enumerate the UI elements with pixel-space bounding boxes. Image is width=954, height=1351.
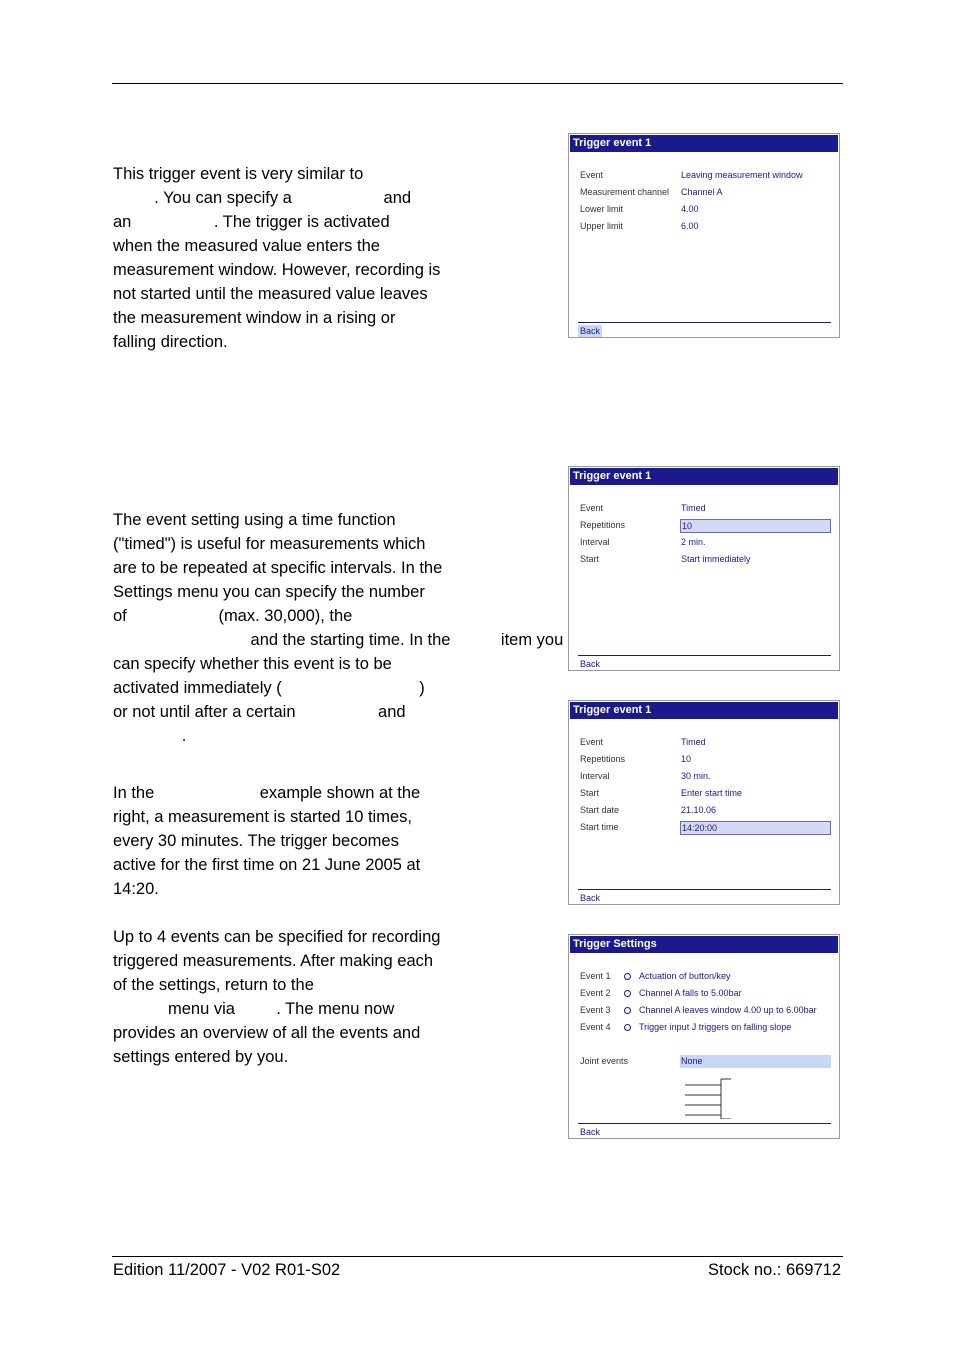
- setting-row-event[interactable]: [580, 168, 831, 183]
- screen-title: Trigger event 1: [570, 468, 838, 485]
- text-line: are to be repeated at specific intervals. In the: [113, 559, 443, 577]
- text-line: In the example shown at the: [113, 784, 421, 802]
- setting-row-start-date[interactable]: [580, 803, 831, 818]
- setting-value: 6.00: [681, 221, 699, 231]
- text-line: settings entered by you.: [113, 1048, 289, 1066]
- footer-divider: [578, 1123, 831, 1124]
- radio-dot-icon: [624, 1007, 631, 1014]
- setting-value: Start immediately: [681, 554, 751, 564]
- setting-label: Measurement channel: [580, 187, 670, 197]
- setting-row-event[interactable]: [580, 735, 831, 750]
- setting-value: 2 min.: [681, 537, 706, 547]
- setting-label: Event: [580, 170, 604, 180]
- screen-title: Trigger event 1: [570, 702, 838, 719]
- text-line: can specify whether this event is to be: [113, 655, 392, 673]
- footer-rule: [112, 1256, 843, 1257]
- setting-row-lower-limit[interactable]: [580, 202, 831, 217]
- back-button[interactable]: Back: [580, 1127, 601, 1137]
- footer-divider: [578, 655, 831, 656]
- header-rule: [112, 83, 843, 84]
- event-row-4[interactable]: [580, 1020, 831, 1035]
- setting-label: Start date: [580, 805, 620, 815]
- event-description: Channel A leaves window 4.00 up to 6.00bar: [639, 1005, 817, 1015]
- setting-value: Leaving measurement window: [681, 170, 803, 180]
- text-line: . You can specify a and: [113, 189, 412, 207]
- repetitions-input[interactable]: 10: [680, 519, 831, 533]
- setting-label: Start: [580, 554, 600, 564]
- paragraph-timed-example: [113, 781, 473, 901]
- setting-label: Start time: [580, 822, 619, 832]
- setting-row-start[interactable]: [580, 786, 831, 801]
- text-line: The event setting using a time function: [113, 511, 396, 529]
- setting-value: 4.00: [681, 204, 699, 214]
- setting-value: Channel A: [681, 187, 723, 197]
- text-line: provides an overview of all the events and: [113, 1024, 421, 1042]
- setting-value: 21.10.06: [681, 805, 717, 815]
- setting-label: Interval: [580, 537, 610, 547]
- text-line: 14:20.: [113, 880, 159, 898]
- start-time-input[interactable]: 14:20:00: [680, 821, 831, 835]
- text-line: of the settings, return to the: [113, 976, 314, 994]
- event-label: Event 4: [580, 1022, 611, 1032]
- back-button[interactable]: Back: [580, 659, 601, 669]
- setting-value: 30 min.: [681, 771, 711, 781]
- event-label: Event 3: [580, 1005, 611, 1015]
- setting-label: Repetitions: [580, 520, 626, 530]
- paragraph-trigger-settings: [113, 925, 473, 1069]
- text-line: ("timed") is useful for measurements which: [113, 535, 426, 553]
- text-line: Up to 4 events can be specified for recording: [113, 928, 441, 946]
- setting-label: Repetitions: [580, 754, 626, 764]
- text-line: an . The trigger is activated: [113, 213, 390, 231]
- setting-label: Start: [580, 788, 600, 798]
- setting-row-start[interactable]: [580, 552, 831, 567]
- text-line: active for the first time on 21 June 2005 at: [113, 856, 421, 874]
- back-button[interactable]: Back: [580, 326, 601, 336]
- setting-row-interval[interactable]: [580, 535, 831, 550]
- stock-number: Stock no.: 669712: [707, 1261, 841, 1279]
- text-line: or not until after a certain and: [113, 703, 406, 721]
- back-button[interactable]: Back: [580, 893, 601, 903]
- setting-row-repetitions[interactable]: [580, 752, 831, 767]
- setting-label: Event: [580, 503, 604, 513]
- setting-row-joint-events[interactable]: [580, 1054, 831, 1069]
- text-line: This trigger event is very similar to: [113, 165, 364, 183]
- footer-divider: [578, 322, 831, 323]
- setting-label: Event: [580, 737, 604, 747]
- text-line: of (max. 30,000), the: [113, 607, 353, 625]
- radio-dot-icon: [624, 990, 631, 997]
- screen-title: Trigger event 1: [570, 135, 838, 152]
- text-line: falling direction.: [113, 333, 228, 351]
- paragraph-timed-event: [113, 508, 564, 748]
- footer-divider: [578, 889, 831, 890]
- setting-row-channel[interactable]: [580, 185, 831, 200]
- screen-trigger-settings: [568, 934, 840, 1139]
- radio-dot-icon: [624, 973, 631, 980]
- event-row-2[interactable]: [580, 986, 831, 1001]
- text-line: when the measured value enters the: [113, 237, 380, 255]
- joint-events-diagram-icon: [685, 1075, 733, 1119]
- setting-value: Timed: [681, 503, 706, 513]
- screen-trigger-event-timed: [568, 466, 840, 671]
- text-line: and the starting time. In the item you: [113, 631, 564, 649]
- text-line: .: [113, 727, 187, 745]
- setting-row-upper-limit[interactable]: [580, 219, 831, 234]
- setting-label: Lower limit: [580, 204, 624, 214]
- event-description: Trigger input J triggers on falling slope: [639, 1022, 792, 1032]
- event-description: Actuation of button/key: [639, 971, 731, 981]
- event-description: Channel A falls to 5.00bar: [639, 988, 742, 998]
- text-line: measurement window. However, recording is: [113, 261, 441, 279]
- screen-title: Trigger Settings: [570, 936, 838, 953]
- text-line: right, a measurement is started 10 times,: [113, 808, 412, 826]
- event-label: Event 2: [580, 988, 611, 998]
- paragraph-window-trigger: [113, 162, 473, 354]
- text-line: every 30 minutes. The trigger becomes: [113, 832, 399, 850]
- radio-dot-icon: [624, 1024, 631, 1031]
- setting-row-interval[interactable]: [580, 769, 831, 784]
- joint-events-value: None: [680, 1055, 831, 1068]
- event-row-1[interactable]: [580, 969, 831, 984]
- setting-row-repetitions[interactable]: [580, 518, 831, 533]
- text-line: triggered measurements. After making each: [113, 952, 434, 970]
- setting-label: Upper limit: [580, 221, 624, 231]
- setting-value: Timed: [681, 737, 706, 747]
- setting-label: Interval: [580, 771, 610, 781]
- edition-text: Edition 11/2007 - V02 R01-S02: [113, 1261, 341, 1279]
- text-line: activated immediately ( ): [113, 679, 425, 697]
- setting-value: 10: [681, 754, 692, 764]
- text-line: Settings menu you can specify the number: [113, 583, 425, 601]
- text-line: menu via . The menu now: [113, 1000, 395, 1018]
- event-label: Event 1: [580, 971, 611, 981]
- text-line: not started until the measured value leaves: [113, 285, 428, 303]
- setting-row-start-time[interactable]: [580, 820, 831, 835]
- text-line: the measurement window in a rising or: [113, 309, 396, 327]
- event-row-3[interactable]: [580, 1003, 831, 1018]
- setting-value: Enter start time: [681, 788, 743, 798]
- screen-trigger-event-timed-start: [568, 700, 840, 905]
- setting-label: Joint events: [580, 1056, 629, 1066]
- setting-row-event[interactable]: [580, 501, 831, 516]
- screen-trigger-event-window: [568, 133, 840, 338]
